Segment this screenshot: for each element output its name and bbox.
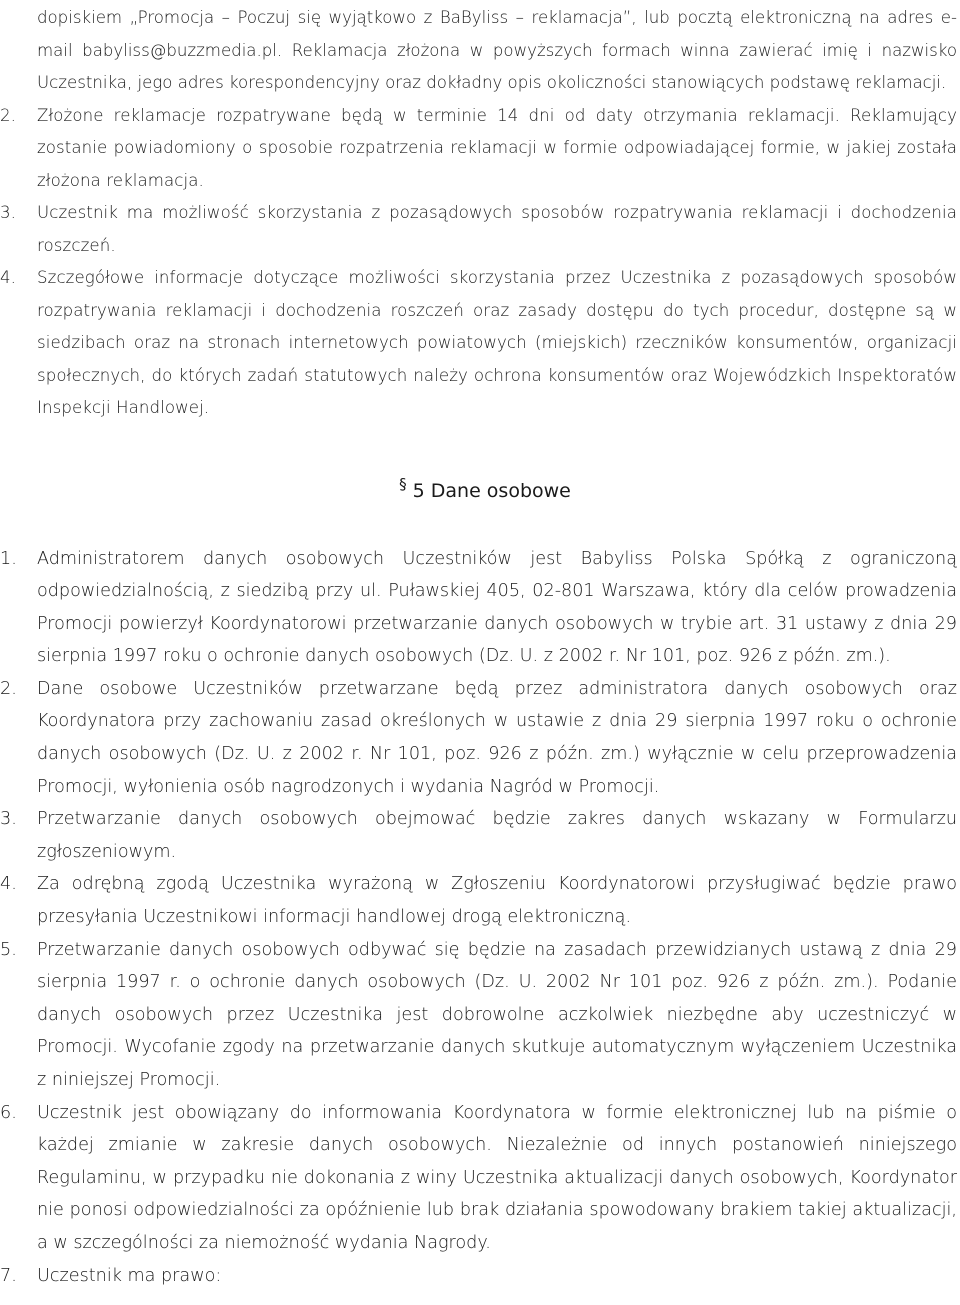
complaints-section (0, 0, 960, 425)
paragraph-symbol: § (399, 474, 407, 493)
item-number: 2. (0, 105, 17, 125)
item-text: Złożone reklamacje rozpatrywane będą w terminie 14 dni od daty otrzymania reklamacji. Reklamujący zostanie powiadomiony o sposobie rozpatrzenia reklamacji w formie odpowiadającej formie, w jakiej została złożona reklamacja. (37, 105, 957, 190)
list-item (0, 100, 960, 198)
section-title: 5 Dane osobowe (412, 479, 571, 502)
item-number: 3. (0, 203, 17, 222)
list-item (0, 803, 960, 868)
list-item (0, 1260, 960, 1293)
item-number: 7. (0, 1265, 17, 1286)
list-item (0, 868, 960, 933)
list-item (0, 934, 960, 1097)
item-number: 3. (0, 809, 17, 830)
list-item (0, 197, 960, 262)
item-text: Administratorem danych osobowych Uczestników jest Babyliss Polska Spółką z ograniczoną odpowiedzialnością, z siedzibą przy ul. Puławskiej 405, 02-801 Warszawa, który dla celów prowadzenia Promocji powierzył Koordynatorowi przetwarzanie danych osobowych w trybie art. 31 ustawy z dnia 29 sierpnia 1997 roku o ochronie danych osobowych (Dz. U. z 2002 r. Nr 101, poz. 926 z późn. zm.). (37, 548, 957, 667)
item-text: Przetwarzanie danych osobowych odbywać się będzie na zasadach przewidzianych ustawą z dnia 29 sierpnia 1997 r. o ochronie danych osobowych (Dz. U. 2002 Nr 101 poz. 926 z późn. zm.). Podanie danych osobowych przez Uczestnika jest dobrowolne aczkolwiek niezbędne aby uczestniczyć w Promocji. Wycofanie zgody na przetwarzanie danych skutkuje automatycznym wyłączeniem Uczestnika z niniejszej Promocji. (37, 939, 957, 1090)
paragraph-continuation: dopiskiem „Promocja – Poczuj się wyjątkowo z BaByliss – reklamacja”, lub pocztą elektroniczną na adres e-mail babyliss@buzzmedia.pl. Reklamacja złożona w powyższych formach winna zawierać imię i nazwisko Uczestnika, jego adres korespondencyjny oraz dokładny opis okoliczności stanowiących podstawę reklamacji. (37, 8, 957, 92)
list-item (0, 262, 960, 425)
item-number: 2. (0, 678, 17, 699)
list-item (0, 543, 960, 673)
item-number: 4. (0, 874, 17, 895)
item-text: Dane osobowe Uczestników przetwarzane będą przez administratora danych osobowych oraz Koordynatora przy zachowaniu zasad określonych w ustawie z dnia 29 sierpnia 1997 roku o ochronie danych osobowych (Dz. U. z 2002 r. Nr 101, poz. 926 z późn. zm.) wyłącznie w celu przeprowadzenia Promocji, wyłonienia osób nagrodzonych i wydania Nagród w Promocji. (37, 678, 957, 797)
list-item (0, 673, 960, 803)
item-text: Uczestnik jest obowiązany do informowania Koordynatora w formie elektronicznej lub na piśmie o każdej zmianie w zakresie danych osobowych. Niezależnie od innych postanowień niniejszego Regulaminu, w przypadku nie dokonania z winy Uczestnika aktualizacji danych osobowych, Koordynator nie ponosi odpowiedzialności za opóźnienie lub brak działania spowodowany brakiem takiej aktualizacji, a w szczególności za niemożność wydania Nagrody. (37, 1102, 957, 1253)
item-text: Szczegółowe informacje dotyczące możliwości skorzystania przez Uczestnika z pozasądowych sposobów rozpatrywania reklamacji i dochodzenia roszczeń oraz zasady dostępu do tych procedur, dostępne są w siedzibach oraz na stronach internetowych powiatowych (miejskich) rzeczników konsumentów, organizacji społecznych, do których zadań statutowych należy ochrona konsumentów oraz Wojewódzkich Inspektoratów Inspekcji Handlowej. (37, 268, 957, 417)
item-number: 1. (0, 548, 17, 569)
personal-data-section (0, 543, 960, 1293)
list-item (0, 1097, 960, 1260)
item-text: Uczestnik ma możliwość skorzystania z pozasądowych sposobów rozpatrywania reklamacji i dochodzenia roszczeń. (37, 203, 957, 255)
item-text: Uczestnik ma prawo: (37, 1265, 222, 1286)
section-heading (0, 468, 960, 507)
item-number: 5. (0, 939, 17, 960)
item-number: 6. (0, 1102, 17, 1123)
item-text: Przetwarzanie danych osobowych obejmować będzie zakres danych wskazany w Formularzu zgłoszeniowym. (37, 809, 957, 862)
item-number: 4. (0, 268, 17, 287)
item-text: Za odrębną zgodą Uczestnika wyrażoną w Zgłoszeniu Koordynatorowi przysługiwać będzie prawo przesyłania Uczestnikowi informacji handlowej drogą elektroniczną. (37, 874, 957, 928)
